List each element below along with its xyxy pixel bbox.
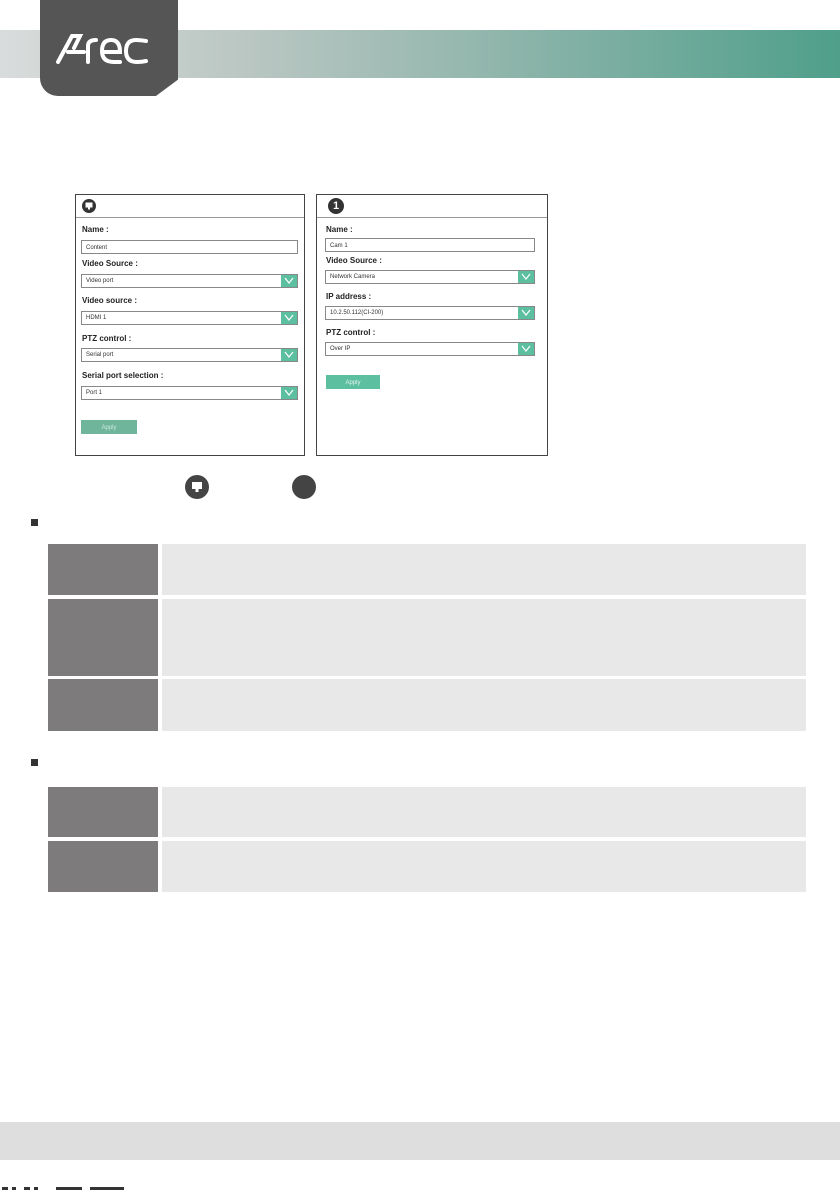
- section-bullet: [31, 759, 38, 766]
- video-source2-select[interactable]: [81, 311, 298, 325]
- video-source-label: Video Source :: [82, 259, 138, 268]
- content-settings-panel: [75, 194, 305, 456]
- chevron-down-icon: [518, 307, 534, 319]
- chevron-down-icon: [281, 349, 297, 361]
- table-label-cell: [48, 544, 158, 595]
- ptz-control-label: PTZ control :: [326, 328, 376, 337]
- ip-address-select[interactable]: [325, 306, 535, 320]
- ptz-control-value: Serial port: [86, 352, 114, 358]
- footer-band: [0, 1122, 840, 1160]
- name-label: Name :: [326, 225, 353, 234]
- apply-button[interactable]: Apply: [326, 375, 380, 389]
- video-source2-value: HDMI 1: [86, 315, 107, 321]
- panel-header: [76, 195, 304, 218]
- table-desc-cell: [162, 841, 806, 892]
- monitor-icon: [82, 199, 96, 213]
- table-desc-cell: [162, 679, 806, 731]
- table-label-cell: [48, 841, 158, 892]
- chevron-down-icon: [281, 387, 297, 399]
- name-label: Name :: [82, 225, 109, 234]
- arec-logo-icon: [54, 28, 164, 68]
- name-input[interactable]: Cam 1: [325, 238, 535, 252]
- table-label-cell: [48, 599, 158, 676]
- table-desc-cell: [162, 787, 806, 837]
- video-source2-label: Video source :: [82, 296, 137, 305]
- ptz-control-value: Over IP: [330, 346, 351, 352]
- section-bullet: [31, 519, 38, 526]
- ptz-control-select[interactable]: [325, 342, 535, 356]
- video-source-value: Network Camera: [330, 274, 376, 280]
- serial-port-value: Port 1: [86, 390, 103, 396]
- serial-port-label: Serial port selection :: [82, 371, 164, 380]
- brand-logo: [40, 0, 178, 96]
- panel-header: [317, 195, 547, 218]
- chevron-down-icon: [281, 312, 297, 324]
- apply-button[interactable]: Apply: [81, 420, 137, 434]
- table-desc-cell: [162, 544, 806, 595]
- video-source-value: Video port: [86, 278, 114, 284]
- ip-address-label: IP address :: [326, 292, 372, 301]
- table-row: [48, 787, 806, 837]
- table-label-cell: [48, 787, 158, 837]
- chevron-down-icon: [518, 271, 534, 283]
- ptz-control-select[interactable]: [81, 348, 298, 362]
- number-badge-icon: [292, 475, 316, 499]
- table-label-cell: [48, 679, 158, 731]
- chevron-down-icon: [281, 275, 297, 287]
- ptz-control-label: PTZ control :: [82, 334, 132, 343]
- camera-number-badge: 1: [328, 198, 344, 214]
- video-source-label: Video Source :: [326, 256, 382, 265]
- table-row: [48, 679, 806, 731]
- video-source-select[interactable]: [325, 270, 535, 284]
- ip-address-value: 10.2.50.112(CI-200): [330, 310, 384, 316]
- monitor-icon: [185, 475, 209, 499]
- table-row: [48, 544, 806, 595]
- table-desc-cell: [162, 599, 806, 676]
- camera-settings-panel: [316, 194, 548, 456]
- table-row: [48, 841, 806, 892]
- chevron-down-icon: [518, 343, 534, 355]
- table-row: [48, 599, 806, 676]
- serial-port-select[interactable]: [81, 386, 298, 400]
- video-source-select[interactable]: [81, 274, 298, 288]
- footer-marks: [0, 1184, 140, 1192]
- name-input[interactable]: Content: [81, 240, 298, 254]
